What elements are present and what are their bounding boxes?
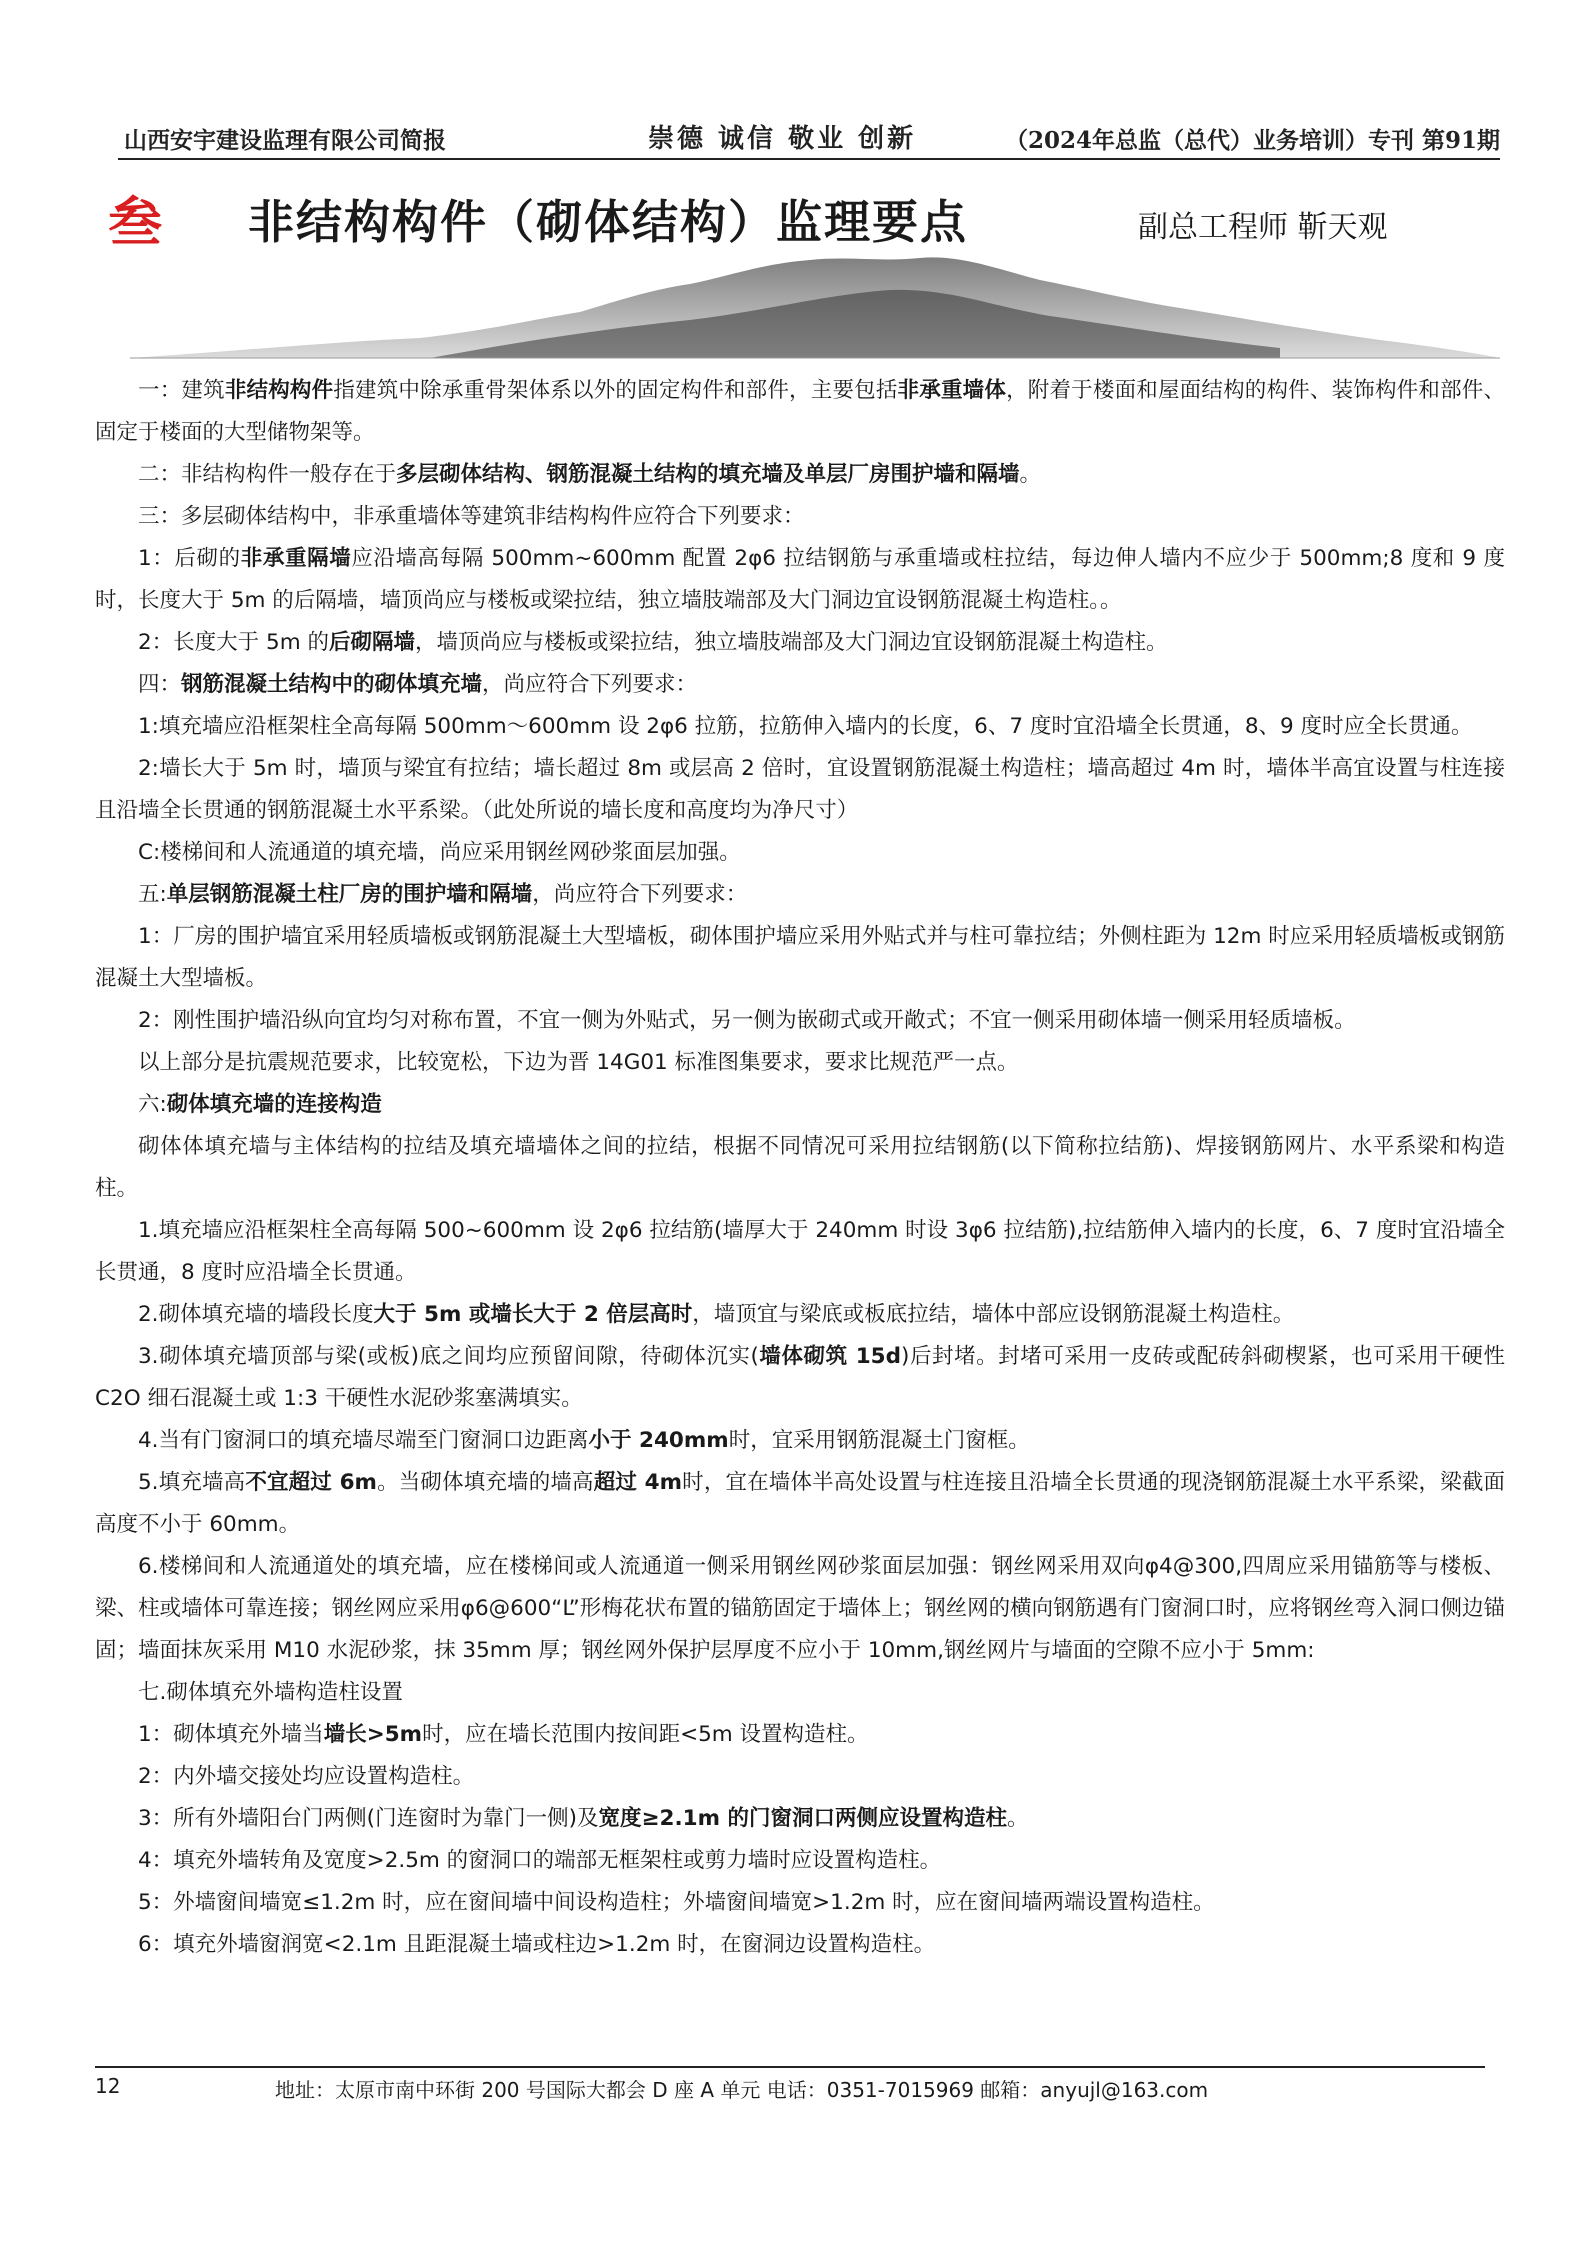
paragraph-text: 4.当有门窗洞口的填充墙尽端至门窗洞口边距离 <box>138 1428 589 1453</box>
header-motto: 崇德 诚信 敬业 创新 <box>648 124 917 154</box>
paragraph <box>95 874 1505 916</box>
page-header <box>118 118 1500 160</box>
emphasis-text: 墙长>5m <box>323 1722 423 1747</box>
article-body <box>95 370 1505 1966</box>
paragraph <box>95 1924 1505 1966</box>
mountain-landscape-decoration <box>130 250 1500 360</box>
paragraph-text: 。 <box>1019 462 1042 487</box>
emphasis-text: 不宜超过 6m <box>245 1470 377 1495</box>
paragraph-text: ，尚应符合下列要求： <box>532 882 748 907</box>
paragraph <box>95 1336 1505 1420</box>
footer-address: 地址：太原市南中环街 200 号国际大都会 D 座 A 单元 电话：0351-7015969 邮箱：anyujl@163.com <box>275 2078 1209 2102</box>
paragraph <box>95 832 1505 874</box>
page-footer <box>95 2066 1485 2102</box>
paragraph-text: 2：刚性围护墙沿纵向宜均匀对称布置，不宜一侧为外贴式，另一侧为嵌砌式或开敞式；不宜一侧采用砌体墙一侧采用轻质墙板。 <box>138 1008 1356 1033</box>
paragraph-text: 6：填充外墙窗润宽<2.1m 且距混凝土墙或柱边>1.2m 时，在窗洞边设置构造柱。 <box>138 1932 936 1957</box>
paragraph <box>95 916 1505 1000</box>
emphasis-text: 墙体砌筑 15d <box>758 1344 902 1369</box>
header-issue: （2024年总监（总代）业务培训）专刊 第91期 <box>1004 127 1500 154</box>
paragraph <box>95 370 1505 454</box>
paragraph-text: 1.填充墙应沿框架柱全高每隔 500~600mm 设 2φ6 拉结筋(墙厚大于 240mm 时设 3φ6 拉结筋),拉结筋伸入墙内的长度，6、7 度时宜沿墙全长贯通，8 度时应沿墙全长贯通。 <box>95 1218 1505 1285</box>
title-block <box>108 180 1508 254</box>
emphasis-text: 多层砌体结构、钢筋混凝土结构的填充墙及单层厂房围护墙和隔墙 <box>396 462 1020 487</box>
paragraph <box>95 1294 1505 1336</box>
paragraph <box>95 622 1505 664</box>
emphasis-text: 单层钢筋混凝土柱厂房的围护墙和隔墙 <box>166 882 533 907</box>
emphasis-text: 超过 4m <box>593 1470 683 1495</box>
paragraph <box>95 1840 1505 1882</box>
paragraph-text: )后封堵。封堵可采用一皮砖或配砖斜砌楔紧，也可采用干硬性 C2O 细石混凝土或 1:3 干硬性水泥砂浆塞满填实。 <box>95 1344 1505 1411</box>
emphasis-text: 宽度≥2.1m 的门窗洞口两侧应设置构造柱 <box>598 1806 1007 1831</box>
paragraph-text: 应沿墙高每隔 500mm~600mm 配置 2φ6 拉结钢筋与承重墙或柱拉结，每边伸人墙内不应少于 500mm;8 度和 9 度时，长度大于 5m 的后隔墙，墙顶尚应与楼板或梁拉结，独立墙肢端部及大门洞边宜设钢筋混凝土构造柱。。 <box>95 546 1505 613</box>
paragraph <box>95 664 1505 706</box>
paragraph-text: 6.楼梯间和人流通道处的填充墙，应在楼梯间或人流通道一侧采用钢丝网砂浆面层加强：钢丝网采用双向φ4@300,四周应采用锚筋等与楼板、梁、柱或墙体可靠连接；钢丝网应采用φ6@600“L”形梅花状布置的锚筋固定于墙体上；钢丝网的横向钢筋遇有门窗洞口时，应将钢丝弯入洞口侧边锚固；墙面抹灰采用 M10 水泥砂浆，抹 35mm 厚；钢丝网外保护层厚度不应小于 10mm,钢丝网片与墙面的空隙不应小于 5mm: <box>95 1554 1505 1663</box>
emphasis-text: 砌体填充墙的连接构造 <box>166 1092 382 1117</box>
paragraph-text: 1：后砌的 <box>138 546 241 571</box>
paragraph-text: ，墙顶尚应与楼板或梁拉结，独立墙肢端部及大门洞边宜设钢筋混凝土构造柱。 <box>415 630 1168 655</box>
paragraph-text: 一：建筑 <box>138 378 225 403</box>
paragraph-text: 1:填充墙应沿框架柱全高每隔 500mm～600mm 设 2φ6 拉筋，拉筋伸入墙内的长度，6、7 度时宜沿墙全长贯通，8、9 度时应全长贯通。 <box>138 714 1473 739</box>
paragraph <box>95 496 1505 538</box>
paragraph-text: ，尚应符合下列要求： <box>482 672 698 697</box>
paragraph-text: 1：砌体填充外墙当 <box>138 1722 324 1747</box>
paragraph-text: 三：多层砌体结构中，非承重墙体等建筑非结构构件应符合下列要求： <box>138 504 805 529</box>
paragraph-text: 七.砌体填充外墙构造柱设置 <box>138 1680 403 1705</box>
paragraph-text: ，墙顶宜与梁底或板底拉结，墙体中部应设钢筋混凝土构造柱。 <box>692 1302 1295 1327</box>
emphasis-text: 小于 240mm <box>588 1428 729 1453</box>
emphasis-text: 非结构构件 <box>224 378 334 403</box>
paragraph-text: 砌体体填充墙与主体结构的拉结及填充墙墙体之间的拉结，根据不同情况可采用拉结钢筋(以下简称拉结筋)、焊接钢筋网片、水平系梁和构造柱。 <box>95 1134 1505 1201</box>
paragraph <box>95 748 1505 832</box>
paragraph-text: 5：外墙窗间墙宽≤1.2m 时，应在窗间墙中间设构造柱；外墙窗间墙宽>1.2m 时，应在窗间墙两端设置构造柱。 <box>138 1890 1215 1915</box>
paragraph <box>95 1042 1505 1084</box>
paragraph <box>95 1000 1505 1042</box>
paragraph-text: 2：长度大于 5m 的 <box>138 630 329 655</box>
emphasis-text: 非承重墙体 <box>897 378 1007 403</box>
paragraph <box>95 1210 1505 1294</box>
paragraph-text: 六: <box>138 1092 167 1117</box>
paragraph <box>95 1798 1505 1840</box>
paragraph-text: 2：内外墙交接处均应设置构造柱。 <box>138 1764 475 1789</box>
paragraph-text: 指建筑中除承重骨架体系以外的固定构件和部件，主要包括 <box>333 378 898 403</box>
paragraph <box>95 538 1505 622</box>
paragraph-text: 5.填充墙高 <box>138 1470 246 1495</box>
paragraph-text: 时，宜在墙体半高处设置与柱连接且沿墙全长贯通的现浇钢筋混凝土水平系梁，梁截面高度不小于 60mm。 <box>95 1470 1505 1537</box>
paragraph-text: 时，宜采用钢筋混凝土门窗框。 <box>728 1428 1030 1453</box>
paragraph-text: 四： <box>138 672 182 697</box>
paragraph-text: ，附着于楼面和屋面结构的构件、装饰构件和部件、固定于楼面的大型储物架等。 <box>95 378 1505 445</box>
paragraph-text: 时，应在墙长范围内按间距<5m 设置构造柱。 <box>422 1722 869 1747</box>
paragraph-text: 。当砌体填充墙的墙高 <box>376 1470 594 1495</box>
header-company: 山西安宇建设监理有限公司简报 <box>124 127 446 154</box>
paragraph-text: 4：填充外墙转角及宽度>2.5m 的窗洞口的端部无框架柱或剪力墙时应设置构造柱。 <box>138 1848 942 1873</box>
paragraph-text: 。 <box>1006 1806 1029 1831</box>
paragraph <box>95 1672 1505 1714</box>
paragraph-text: 3.砌体填充墙顶部与梁(或板)底之间均应预留间隙，待砌体沉实( <box>138 1344 759 1369</box>
emphasis-text: 后砌隔墙 <box>328 630 415 655</box>
page-number: 12 <box>95 2074 121 2098</box>
paragraph-text: 五: <box>138 882 167 907</box>
paragraph-text: 二：非结构构件一般存在于 <box>138 462 397 487</box>
paragraph <box>95 1756 1505 1798</box>
paragraph <box>95 1462 1505 1546</box>
emphasis-text: 非承重隔墙 <box>240 546 352 571</box>
paragraph <box>95 1126 1505 1210</box>
paragraph <box>95 706 1505 748</box>
paragraph <box>95 1420 1505 1462</box>
paragraph-text: 2:墙长大于 5m 时，墙顶与梁宜有拉结；墙长超过 8m 或层高 2 倍时，宜设置钢筋混凝土构造柱；墙高超过 4m 时，墙体半高宜设置与柱连接且沿墙全长贯通的钢筋混凝土水平系梁。（此处所说的墙长度和高度均为净尺寸） <box>95 756 1505 823</box>
paragraph-text: C:楼梯间和人流通道的填充墙，尚应采用钢丝网砂浆面层加强。 <box>138 840 741 865</box>
author: 副总工程师 靳天观 <box>1138 210 1388 245</box>
paragraph <box>95 1882 1505 1924</box>
paragraph-text: 1：厂房的围护墙宜采用轻质墙板或钢筋混凝土大型墙板，砌体围护墙应采用外贴式并与柱可靠拉结；外侧柱距为 12m 时应采用轻质墙板或钢筋混凝土大型墙板。 <box>95 924 1505 991</box>
paragraph-text: 3：所有外墙阳台门两侧(门连窗时为靠门一侧)及 <box>138 1806 599 1831</box>
paragraph <box>95 1546 1505 1672</box>
paragraph <box>95 454 1505 496</box>
emphasis-text: 钢筋混凝土结构中的砌体填充墙 <box>181 672 483 697</box>
emphasis-text: 大于 5m 或墙长大于 2 倍层高时 <box>373 1302 693 1327</box>
paragraph-text: 2.砌体填充墙的墙段长度 <box>138 1302 374 1327</box>
paragraph <box>95 1714 1505 1756</box>
page-title: 非结构构件（砌体结构）监理要点 <box>248 195 968 249</box>
paragraph-text: 以上部分是抗震规范要求，比较宽松，下边为晋 14G01 标准图集要求，要求比规范严一点。 <box>138 1050 1019 1075</box>
section-number: 叁 <box>108 191 162 254</box>
paragraph <box>95 1084 1505 1126</box>
